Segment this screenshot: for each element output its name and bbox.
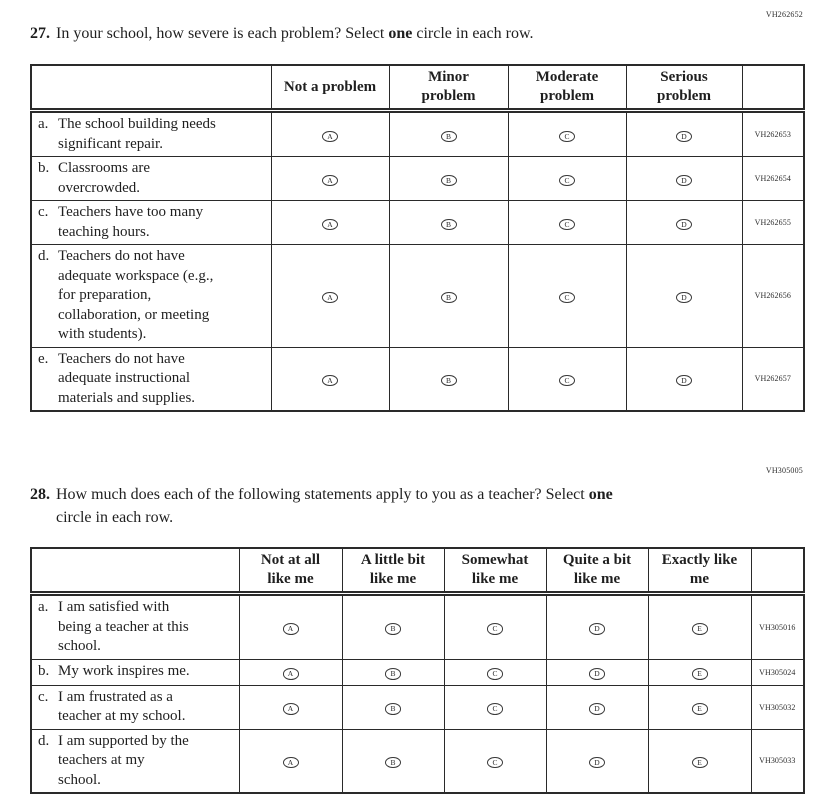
q27-row-c-code: VH262655 (742, 201, 804, 245)
q27-row-c-bubble-d[interactable]: D (676, 219, 692, 231)
q28-row-b-bubble-c[interactable]: C (487, 668, 503, 680)
q27-row-a (31, 111, 804, 157)
q28-row-d-bubble-b[interactable]: B (385, 757, 401, 769)
q28-row-a-bubble-a[interactable]: A (283, 623, 299, 635)
row-text: The school building needs significant repair. (58, 116, 216, 152)
q28-code-column-header (751, 548, 804, 594)
q28-row-b-bubble-b[interactable]: B (385, 668, 401, 680)
row-text: Teachers have too many teaching hours. (58, 204, 204, 240)
question-28-text-bold: one (588, 486, 613, 503)
question-28-text-post: circle in each row. (56, 509, 174, 526)
row-letter: c. (38, 204, 49, 220)
q27-row-b-code: VH262654 (742, 157, 804, 201)
q27-row-a-bubble-c[interactable]: C (559, 131, 575, 143)
q28-row-a-code: VH305016 (751, 594, 804, 660)
row-text: Teachers do not have adequate instructional materials and supplies. (58, 350, 196, 406)
q28-row-c-bubble-b[interactable]: B (385, 703, 401, 715)
q28-row-c-bubble-e[interactable]: E (692, 703, 708, 715)
q27-column-header-minor-problem: Minor problem (389, 65, 508, 111)
q27-row-c (31, 201, 804, 245)
q27-row-e (31, 347, 804, 411)
row-text: I am frustrated as a teacher at my school. (58, 688, 186, 724)
row-text: I am supported by the teachers at my school. (58, 732, 189, 788)
q28-row-b (31, 659, 804, 685)
q28-row-d-statement (31, 729, 239, 793)
q27-row-e-bubble-d[interactable]: D (676, 375, 692, 387)
q28-row-d-bubble-c[interactable]: C (487, 757, 503, 769)
q28-row-c-bubble-a[interactable]: A (283, 703, 299, 715)
row-letter: d. (38, 248, 50, 264)
q28-row-b-bubble-a[interactable]: A (283, 668, 299, 680)
question-27-accession-code: VH262652 (765, 10, 803, 19)
q27-row-a-statement (31, 111, 271, 157)
q28-row-c-bubble-c[interactable]: C (487, 703, 503, 715)
q28-row-d-bubble-d[interactable]: D (589, 757, 605, 769)
row-letter: a. (38, 599, 49, 615)
question-28-number: 28. (30, 486, 50, 503)
q27-row-a-code: VH262653 (742, 111, 804, 157)
q28-row-d-code: VH305033 (751, 729, 804, 793)
q28-row-d (31, 729, 804, 793)
q27-row-d-bubble-a[interactable]: A (322, 292, 338, 304)
q27-row-e-bubble-a[interactable]: A (322, 375, 338, 387)
q28-row-a-statement (31, 594, 239, 660)
q28-column-header-not-at-all: Not at all like me (239, 548, 342, 594)
row-letter: b. (38, 662, 50, 679)
q28-row-b-bubble-d[interactable]: D (589, 668, 605, 680)
question-28-prompt (30, 483, 770, 529)
q27-row-e-statement (31, 347, 271, 411)
question-28-text-pre: How much does each of the following statements apply to you as a teacher? Select (56, 486, 589, 503)
q27-row-c-bubble-b[interactable]: B (441, 219, 457, 231)
row-letter: d. (38, 732, 50, 749)
q27-row-c-bubble-c[interactable]: C (559, 219, 575, 231)
q27-code-column-header (742, 65, 804, 111)
q27-row-e-bubble-b[interactable]: B (441, 375, 457, 387)
q27-column-header-moderate-problem: Moderate problem (508, 65, 626, 111)
q27-row-b-bubble-c[interactable]: C (559, 175, 575, 187)
q28-row-a-bubble-b[interactable]: B (385, 623, 401, 635)
row-text: My work inspires me. (58, 662, 190, 679)
q27-row-a-bubble-d[interactable]: D (676, 131, 692, 143)
q27-column-header-serious-problem: Serious problem (626, 65, 742, 111)
question-28-table (30, 547, 805, 794)
q28-row-a (31, 594, 804, 660)
row-text: Classrooms are overcrowded. (58, 160, 151, 196)
question-27-table (30, 64, 805, 412)
q28-row-b-code: VH305024 (751, 659, 804, 685)
q28-row-c-bubble-d[interactable]: D (589, 703, 605, 715)
q27-row-e-bubble-c[interactable]: C (559, 375, 575, 387)
q28-row-a-bubble-e[interactable]: E (692, 623, 708, 635)
row-letter: c. (38, 688, 49, 705)
q27-row-b-bubble-d[interactable]: D (676, 175, 692, 187)
row-letter: a. (38, 116, 49, 132)
question-27-text-pre: In your school, how severe is each problem? Select (56, 25, 389, 42)
q27-stub-header (31, 65, 271, 111)
q27-row-d-statement (31, 245, 271, 348)
q27-row-e-code: VH262657 (742, 347, 804, 411)
q27-row-d-bubble-b[interactable]: B (441, 292, 457, 304)
row-letter: e. (38, 350, 49, 367)
q28-row-a-bubble-c[interactable]: C (487, 623, 503, 635)
q27-column-header-not-a-problem: Not a problem (271, 65, 389, 111)
q28-stub-header (31, 548, 239, 594)
q28-row-c (31, 685, 804, 729)
q27-row-c-statement (31, 201, 271, 245)
q27-row-a-bubble-a[interactable]: A (322, 131, 338, 143)
q28-row-b-bubble-e[interactable]: E (692, 668, 708, 680)
q28-row-c-statement (31, 685, 239, 729)
q27-row-b (31, 157, 804, 201)
question-28-accession-code: VH305005 (765, 466, 803, 475)
question-27-text (56, 22, 533, 45)
q28-row-c-code: VH305032 (751, 685, 804, 729)
q27-row-b-statement (31, 157, 271, 201)
q28-row-a-bubble-d[interactable]: D (589, 623, 605, 635)
q28-row-d-bubble-e[interactable]: E (692, 757, 708, 769)
q28-column-header-somewhat: Somewhat like me (444, 548, 546, 594)
question-27-text-post: circle in each row. (412, 25, 534, 42)
q27-row-c-bubble-a[interactable]: A (322, 219, 338, 231)
question-28-text (56, 483, 613, 529)
q27-row-d-bubble-c[interactable]: C (559, 292, 575, 304)
row-text: Teachers do not have adequate workspace (e.g., for preparation, collaboration, or meeting with students). (58, 248, 214, 342)
q27-row-d-code: VH262656 (742, 245, 804, 348)
q27-row-b-bubble-b[interactable]: B (441, 175, 457, 187)
row-letter: b. (38, 160, 50, 176)
q27-row-d-bubble-d[interactable]: D (676, 292, 692, 304)
q28-column-header-exactly-like-me: Exactly like me (648, 548, 751, 594)
q28-column-header-quite-a-bit: Quite a bit like me (546, 548, 648, 594)
q27-row-a-bubble-b[interactable]: B (441, 131, 457, 143)
q28-column-header-a-little-bit: A little bit like me (342, 548, 444, 594)
question-27-text-bold: one (388, 25, 413, 42)
q28-row-b-statement (31, 659, 239, 685)
q27-row-d (31, 245, 804, 348)
row-text: I am satisfied with being a teacher at this school. (58, 599, 189, 654)
question-27-number: 27. (30, 25, 50, 42)
q27-row-b-bubble-a[interactable]: A (322, 175, 338, 187)
question-27-prompt (30, 22, 770, 45)
q28-row-d-bubble-a[interactable]: A (283, 757, 299, 769)
